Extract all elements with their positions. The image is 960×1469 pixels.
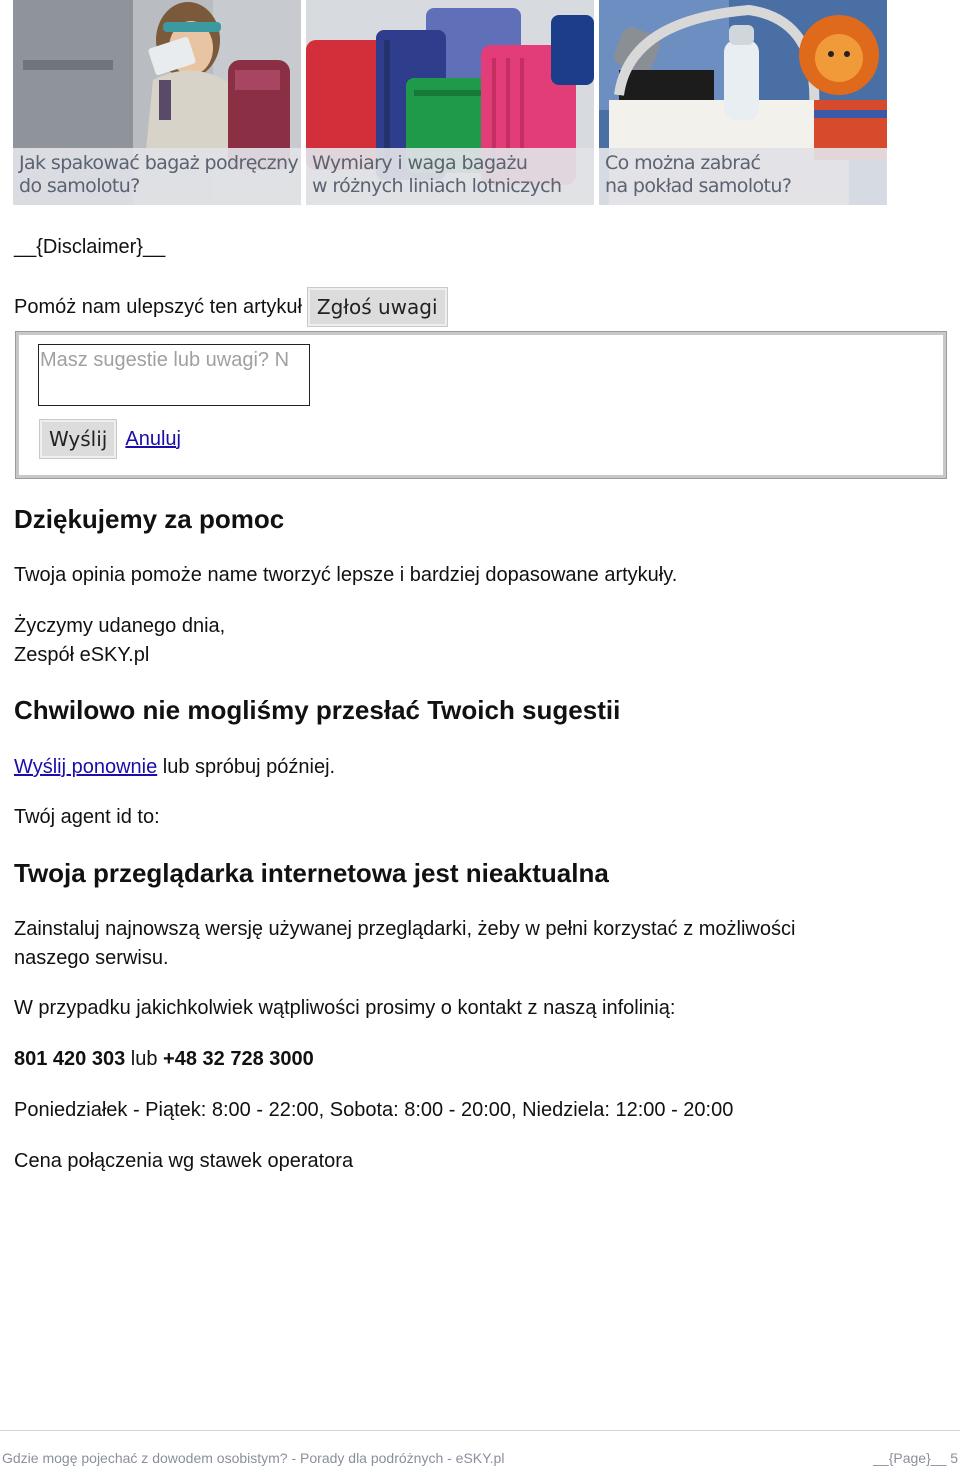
footer-page-number: __{Page}__ 5	[873, 1450, 958, 1466]
contact-text: W przypadku jakichkolwiek wątpliwości prosimy o kontakt z naszą infolinią:	[14, 997, 676, 1019]
card-caption	[306, 148, 594, 205]
feedback-prompt: Pomóż nam ulepszyć ten artykuł	[14, 295, 302, 318]
card-title-line: na pokład samolotu?	[605, 175, 792, 197]
phone-or-text: lub	[125, 1048, 164, 1070]
footer-divider	[0, 1430, 960, 1431]
card-caption	[599, 148, 887, 205]
feedback-row	[14, 288, 447, 326]
feedback-textarea[interactable]	[38, 344, 310, 406]
card-hand-luggage[interactable]	[13, 0, 301, 205]
card-title-line: Jak spakować bagaż podręczny	[19, 152, 299, 174]
card-luggage-sizes[interactable]	[306, 0, 594, 205]
phone-numbers	[14, 1045, 314, 1074]
card-title-line: Wymiary i waga bagażu	[312, 152, 528, 174]
agent-id-text: Twój agent id to:	[14, 806, 160, 828]
thanks-title: Dziękujemy za pomoc	[14, 504, 285, 534]
feedback-form	[16, 332, 946, 478]
cancel-link[interactable]: Anuluj	[125, 427, 181, 450]
thanks-signature: Zespół eSKY.pl	[14, 644, 150, 666]
report-feedback-button[interactable]: Zgłoś uwagi	[308, 288, 447, 326]
error-title: Chwilowo nie mogliśmy przesłać Twoich sugestii	[14, 695, 621, 725]
error-resend-text	[14, 753, 335, 782]
resend-rest-text: lub spróbuj później.	[157, 756, 336, 778]
card-title-line: do samolotu?	[19, 175, 140, 197]
related-articles	[13, 0, 887, 205]
browser-text-line: naszego serwisu.	[14, 947, 169, 969]
card-onboard-items[interactable]	[599, 0, 887, 205]
send-button[interactable]: Wyślij	[40, 420, 116, 458]
call-cost-note: Cena połączenia wg stawek operatora	[14, 1150, 354, 1172]
resend-link[interactable]: Wyślij ponownie	[14, 756, 158, 778]
thanks-text: Twoja opinia pomoże name tworzyć lepsze i bardziej dopasowane artykuły.	[14, 564, 678, 586]
card-caption	[13, 148, 301, 205]
opening-hours: Poniedziałek - Piątek: 8:00 - 22:00, Sobota: 8:00 - 20:00, Niedziela: 12:00 - 20:00	[14, 1099, 734, 1121]
browser-text-line: Zainstaluj najnowszą wersję używanej przeglądarki, żeby w pełni korzystać z możliwości	[14, 918, 796, 940]
phone-number-2: +48 32 728 3000	[163, 1048, 314, 1070]
thanks-wish-line: Życzymy udanego dnia,	[14, 615, 226, 637]
card-title-line: Co można zabrać	[605, 152, 761, 174]
phone-number-1: 801 420 303	[14, 1048, 126, 1070]
browser-outdated-title: Twoja przeglądarka internetowa jest nieaktualna	[14, 858, 609, 888]
disclaimer-placeholder: __{Disclaimer}__	[14, 236, 166, 258]
feedback-actions	[40, 420, 181, 458]
footer-page-title: Gdzie mogę pojechać z dowodem osobistym? - Porady dla podróżnych - eSKY.pl	[2, 1450, 505, 1466]
card-title-line: w różnych liniach lotniczych	[312, 175, 562, 197]
